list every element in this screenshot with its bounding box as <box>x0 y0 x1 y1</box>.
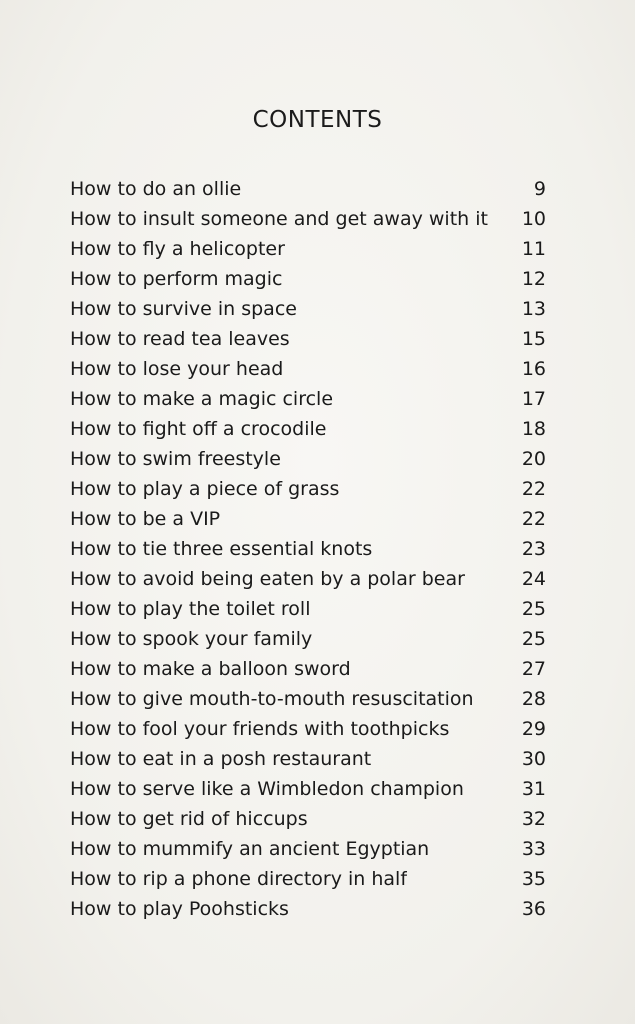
contents-entry <box>70 174 546 204</box>
entry-title: How to fool your friends with toothpicks <box>70 718 450 740</box>
entry-page-number: 17 <box>521 388 546 410</box>
entry-title: How to get rid of hiccups <box>70 808 308 830</box>
entry-page-number: 33 <box>521 838 546 860</box>
entry-title: How to mummify an ancient Egyptian <box>70 838 430 860</box>
entry-page-number: 18 <box>521 418 546 440</box>
entry-page-number: 36 <box>521 898 546 920</box>
entry-page-number: 28 <box>521 688 546 710</box>
entry-title: How to serve like a Wimbledon champion <box>70 778 464 800</box>
entry-title: How to play a piece of grass <box>70 478 340 500</box>
entry-title: How to avoid being eaten by a polar bear <box>70 568 465 590</box>
entry-title: How to lose your head <box>70 358 284 380</box>
contents-entry <box>70 774 546 804</box>
entry-title: How to fight off a crocodile <box>70 418 327 440</box>
contents-list <box>70 174 546 924</box>
contents-entry <box>70 264 546 294</box>
contents-entry <box>70 624 546 654</box>
entry-title: How to perform magic <box>70 268 283 290</box>
entry-title: How to make a balloon sword <box>70 658 351 680</box>
entry-page-number: 10 <box>521 208 546 230</box>
contents-entry <box>70 324 546 354</box>
contents-entry <box>70 234 546 264</box>
contents-entry <box>70 504 546 534</box>
entry-page-number: 32 <box>521 808 546 830</box>
contents-entry <box>70 534 546 564</box>
contents-entry <box>70 654 546 684</box>
entry-title: How to fly a helicopter <box>70 238 285 260</box>
entry-page-number: 13 <box>521 298 546 320</box>
entry-title: How to insult someone and get away with it <box>70 208 488 230</box>
contents-entry <box>70 594 546 624</box>
entry-page-number: 22 <box>521 508 546 530</box>
entry-page-number: 20 <box>521 448 546 470</box>
entry-page-number: 29 <box>521 718 546 740</box>
contents-entry <box>70 354 546 384</box>
entry-title: How to swim freestyle <box>70 448 281 470</box>
entry-page-number: 31 <box>521 778 546 800</box>
entry-page-number: 15 <box>521 328 546 350</box>
entry-title: How to eat in a posh restaurant <box>70 748 372 770</box>
entry-title: How to do an ollie <box>70 178 242 200</box>
entry-page-number: 30 <box>521 748 546 770</box>
contents-entry <box>70 894 546 924</box>
entry-page-number: 12 <box>521 268 546 290</box>
entry-page-number: 11 <box>521 238 546 260</box>
entry-page-number: 25 <box>521 628 546 650</box>
entry-title: How to spook your family <box>70 628 313 650</box>
entry-title: How to rip a phone directory in half <box>70 868 408 890</box>
contents-entry <box>70 804 546 834</box>
contents-entry <box>70 714 546 744</box>
entry-title: How to give mouth-to-mouth resuscitation <box>70 688 474 710</box>
contents-entry <box>70 384 546 414</box>
entry-page-number: 25 <box>521 598 546 620</box>
contents-entry <box>70 204 546 234</box>
entry-title: How to play Poohsticks <box>70 898 289 920</box>
contents-entry <box>70 294 546 324</box>
entry-title: How to read tea leaves <box>70 328 290 350</box>
contents-entry <box>70 684 546 714</box>
entry-title: How to play the toilet roll <box>70 598 311 620</box>
contents-entry <box>70 444 546 474</box>
entry-page-number: 22 <box>521 478 546 500</box>
contents-entry <box>70 834 546 864</box>
entry-page-number: 24 <box>521 568 546 590</box>
entry-page-number: 23 <box>521 538 546 560</box>
contents-entry <box>70 414 546 444</box>
contents-heading: CONTENTS <box>252 107 383 134</box>
entry-title: How to be a VIP <box>70 508 221 530</box>
entry-page-number: 27 <box>521 658 546 680</box>
contents-entry <box>70 564 546 594</box>
contents-entry <box>70 474 546 504</box>
contents-entry <box>70 864 546 894</box>
entry-title: How to tie three essential knots <box>70 538 373 560</box>
entry-page-number: 9 <box>533 178 546 200</box>
entry-page-number: 35 <box>521 868 546 890</box>
contents-entry <box>70 744 546 774</box>
entry-page-number: 16 <box>521 358 546 380</box>
entry-title: How to survive in space <box>70 298 297 320</box>
entry-title: How to make a magic circle <box>70 388 334 410</box>
